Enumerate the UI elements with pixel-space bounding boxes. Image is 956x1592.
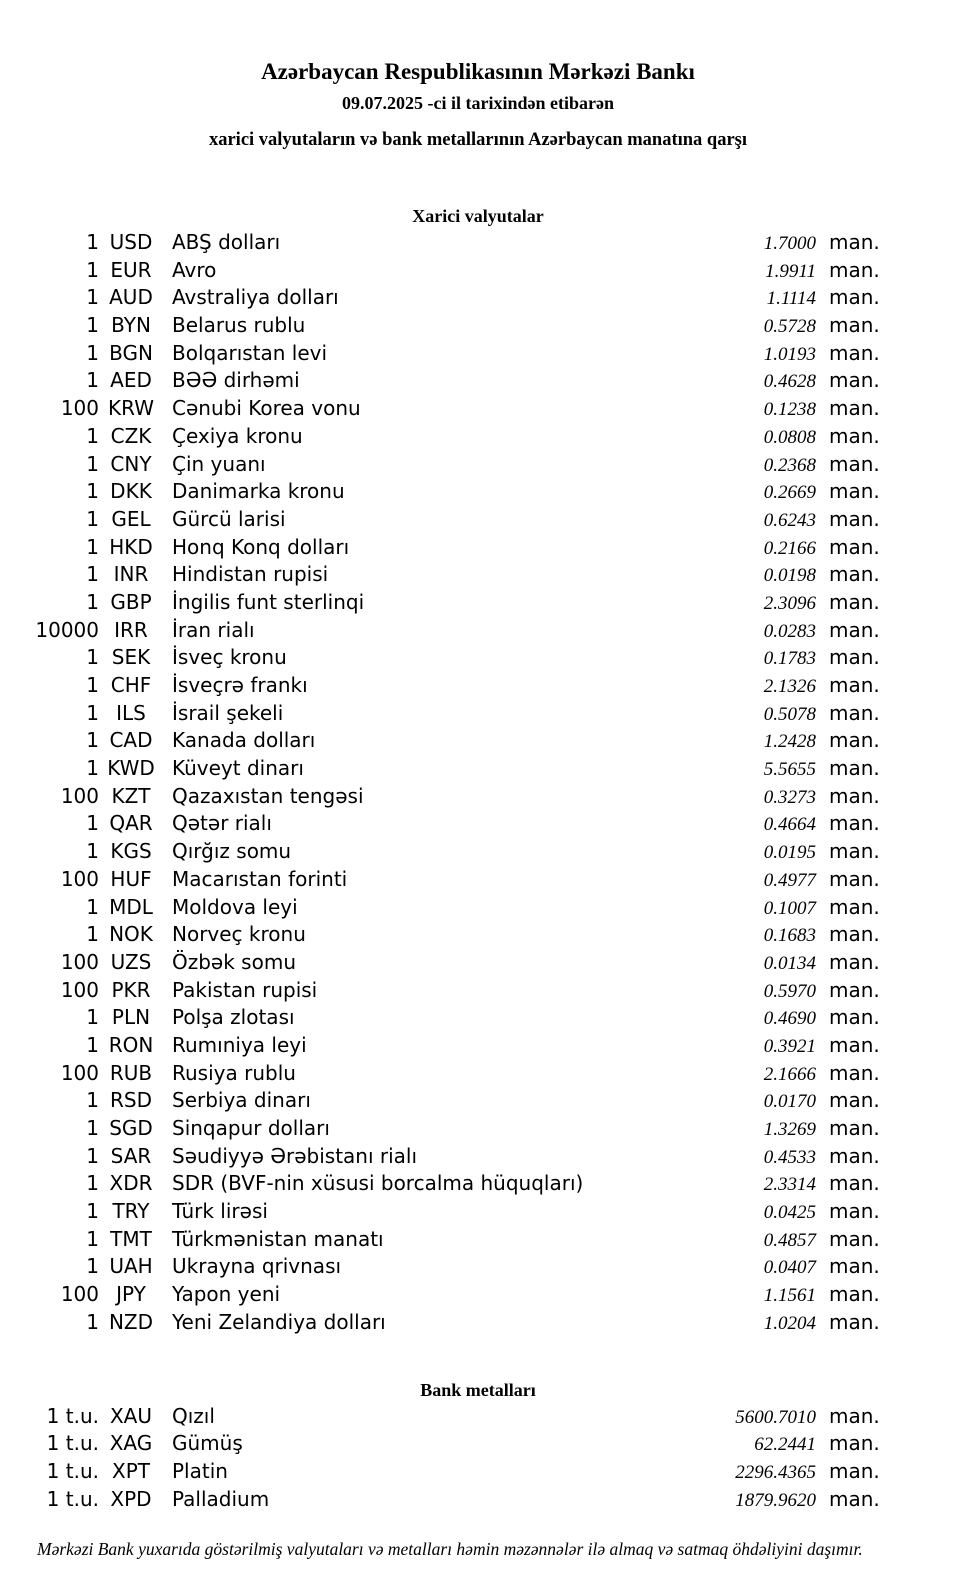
quantity-cell: 100 xyxy=(60,783,99,808)
code-cell: PKR xyxy=(111,977,151,1002)
currency-row xyxy=(0,672,956,700)
rate-cell: 0.0425 xyxy=(763,1202,816,1224)
quantity-cell: 1 xyxy=(86,645,99,670)
currency-row xyxy=(0,478,956,506)
unit-cell: man. xyxy=(829,866,880,891)
name-cell: Gümüş xyxy=(172,1431,243,1456)
quantity-cell: 1 xyxy=(86,479,99,504)
name-cell: İsveçrə frankı xyxy=(172,673,308,697)
code-cell: BYN xyxy=(111,313,151,338)
quantity-cell: 1 xyxy=(86,1143,99,1168)
unit-cell: man. xyxy=(829,534,880,559)
name-cell: Türk lirəsi xyxy=(172,1199,268,1224)
quantity-cell: 1 xyxy=(86,1309,99,1334)
rate-cell: 0.4977 xyxy=(763,869,816,891)
quantity-cell: 1 xyxy=(86,673,99,697)
name-cell: Honq Konq dolları xyxy=(172,534,350,559)
code-cell: NZD xyxy=(108,1309,154,1334)
code-cell: QAR xyxy=(109,811,153,836)
name-cell: Avstraliya dolları xyxy=(172,285,339,310)
rate-cell: 0.1683 xyxy=(763,925,816,947)
name-cell: Özbək somu xyxy=(172,949,296,974)
unit-cell: man. xyxy=(829,1309,880,1334)
quantity-cell: 1 xyxy=(86,589,99,614)
name-cell: Çin yuanı xyxy=(172,451,266,476)
quantity-cell: 1 xyxy=(86,534,99,559)
currency-row xyxy=(0,644,956,672)
currency-row xyxy=(0,727,956,755)
quantity-cell: 1 xyxy=(86,562,99,587)
name-cell: Polşa zlotası xyxy=(172,1005,295,1030)
rate-cell: 1879.9620 xyxy=(735,1489,816,1511)
unit-cell: man. xyxy=(829,1088,880,1113)
code-cell: XPD xyxy=(110,1486,152,1511)
name-cell: İngilis funt sterlinqi xyxy=(172,589,365,614)
unit-cell: man. xyxy=(829,977,880,1002)
currency-row xyxy=(0,312,956,340)
rate-cell: 0.4664 xyxy=(763,814,816,836)
name-cell: Avro xyxy=(172,257,217,282)
currency-row xyxy=(0,257,956,285)
name-cell: Rusiya rublu xyxy=(172,1060,296,1085)
unit-cell: man. xyxy=(829,1060,880,1085)
rate-cell: 1.0193 xyxy=(763,343,816,365)
code-cell: CZK xyxy=(110,423,152,448)
rate-cell: 0.6243 xyxy=(763,509,816,531)
quantity-cell: 100 xyxy=(60,1282,99,1307)
currency-row xyxy=(0,838,956,866)
rate-cell: 0.0195 xyxy=(763,842,816,864)
code-cell: HKD xyxy=(109,534,153,559)
code-cell: IRR xyxy=(114,617,148,642)
currency-row xyxy=(0,1004,956,1032)
name-cell: Danimarka kronu xyxy=(172,479,345,504)
rate-cell: 0.1783 xyxy=(763,648,816,670)
code-cell: NOK xyxy=(109,922,153,947)
unit-cell: man. xyxy=(829,423,880,448)
code-cell: KGS xyxy=(110,839,152,864)
quantity-cell: 1 xyxy=(86,368,99,393)
unit-cell: man. xyxy=(829,1254,880,1279)
code-cell: XAU xyxy=(109,1403,153,1428)
quantity-cell: 1 t.u. xyxy=(46,1486,99,1511)
currency-row xyxy=(0,589,956,617)
rate-cell: 0.0170 xyxy=(763,1091,816,1113)
code-cell: TMT xyxy=(110,1226,152,1251)
currency-row xyxy=(0,1170,956,1198)
currency-row xyxy=(0,451,956,479)
code-cell: GEL xyxy=(111,506,151,531)
unit-cell: man. xyxy=(829,1403,880,1428)
currency-row xyxy=(0,617,956,645)
unit-cell: man. xyxy=(829,368,880,393)
unit-cell: man. xyxy=(829,285,880,310)
rate-cell: 0.0283 xyxy=(763,620,816,642)
unit-cell: man. xyxy=(829,617,880,642)
currency-row xyxy=(0,1198,956,1226)
currency-row xyxy=(0,561,956,589)
disclaimer-note: Mərkəzi Bank yuxarıda göstərilmiş valyutaları və metalları həmin məzənnələr ilə almaq və satmaq öhdəliyini daşımır. xyxy=(37,1539,863,1560)
rate-cell: 0.1007 xyxy=(763,897,816,919)
name-cell: Ukrayna qrivnası xyxy=(172,1254,342,1279)
code-cell: INR xyxy=(113,562,149,587)
unit-cell: man. xyxy=(829,396,880,421)
code-cell: EUR xyxy=(110,257,152,282)
rate-cell: 5.5655 xyxy=(763,759,816,781)
metal-row xyxy=(0,1430,956,1458)
currency-row xyxy=(0,534,956,562)
rate-cell: 0.0198 xyxy=(763,565,816,587)
quantity-cell: 1 xyxy=(86,1032,99,1057)
code-cell: USD xyxy=(109,230,153,254)
name-cell: Türkmənistan manatı xyxy=(172,1226,384,1251)
rate-cell: 0.0808 xyxy=(763,426,816,448)
unit-cell: man. xyxy=(829,811,880,836)
rate-cell: 0.4628 xyxy=(763,371,816,393)
metals-section-title: Bank metalları xyxy=(420,1379,536,1400)
quantity-cell: 1 xyxy=(86,1226,99,1251)
unit-cell: man. xyxy=(829,1282,880,1307)
name-cell: Səudiyyə Ərəbistanı rialı xyxy=(172,1143,418,1168)
code-cell: UZS xyxy=(110,949,152,974)
unit-cell: man. xyxy=(829,756,880,781)
code-cell: CHF xyxy=(110,673,152,697)
rate-cell: 0.5970 xyxy=(763,980,816,1002)
quantity-cell: 1 xyxy=(86,700,99,725)
quantity-cell: 1 xyxy=(86,230,99,254)
name-cell: Pakistan rupisi xyxy=(172,977,318,1002)
rate-cell: 1.7000 xyxy=(763,233,816,254)
name-cell: ABŞ dolları xyxy=(172,230,281,254)
quantity-cell: 10000 xyxy=(35,617,99,642)
unit-cell: man. xyxy=(829,894,880,919)
quantity-cell: 1 xyxy=(86,1254,99,1279)
unit-cell: man. xyxy=(829,1431,880,1456)
currency-row xyxy=(0,700,956,728)
unit-cell: man. xyxy=(829,313,880,338)
rate-cell: 0.3921 xyxy=(763,1035,816,1057)
code-cell: SEK xyxy=(111,645,151,670)
code-cell: ILS xyxy=(116,700,146,725)
code-cell: XAG xyxy=(109,1431,153,1456)
name-cell: Rumıniya leyi xyxy=(172,1032,307,1057)
rate-cell: 2.1326 xyxy=(763,676,816,697)
rate-cell: 0.3273 xyxy=(763,786,816,808)
rate-cell: 1.3269 xyxy=(763,1119,816,1140)
code-cell: CAD xyxy=(109,728,153,753)
name-cell: Macarıstan forinti xyxy=(172,866,348,891)
currency-row xyxy=(0,977,956,1005)
unit-cell: man. xyxy=(829,1171,880,1196)
quantity-cell: 1 xyxy=(86,811,99,836)
currency-row xyxy=(0,921,956,949)
currency-row xyxy=(0,1087,956,1115)
rate-cell: 0.4857 xyxy=(763,1229,816,1251)
code-cell: XDR xyxy=(109,1171,153,1196)
unit-cell: man. xyxy=(829,1226,880,1251)
quantity-cell: 100 xyxy=(60,949,99,974)
code-cell: SAR xyxy=(110,1143,152,1168)
code-cell: JPY xyxy=(116,1282,146,1307)
currency-table xyxy=(0,229,956,1337)
currency-row xyxy=(0,1032,956,1060)
currency-row xyxy=(0,423,956,451)
name-cell: Qızıl xyxy=(172,1403,215,1428)
currency-row xyxy=(0,284,956,312)
currency-row xyxy=(0,506,956,534)
rate-cell: 0.2368 xyxy=(763,454,816,476)
rate-cell: 1.1561 xyxy=(763,1285,816,1307)
unit-cell: man. xyxy=(829,1005,880,1030)
name-cell: Qırğız somu xyxy=(172,839,292,864)
effective-date-line: 09.07.2025 -ci il tarixindən etibarən xyxy=(342,93,614,113)
quantity-cell: 100 xyxy=(60,396,99,421)
rate-cell: 1.9911 xyxy=(765,260,816,282)
rate-cell: 2.1666 xyxy=(763,1063,816,1085)
name-cell: İsrail şekeli xyxy=(172,700,284,725)
rate-cell: 1.1114 xyxy=(766,288,816,310)
unit-cell: man. xyxy=(829,451,880,476)
unit-cell: man. xyxy=(829,949,880,974)
unit-cell: man. xyxy=(829,700,880,725)
currency-row xyxy=(0,395,956,423)
rate-cell: 0.1238 xyxy=(763,399,816,421)
unit-cell: man. xyxy=(829,922,880,947)
quantity-cell: 1 xyxy=(86,257,99,282)
name-cell: Yeni Zelandiya dolları xyxy=(172,1309,386,1334)
metal-row xyxy=(0,1486,956,1514)
quantity-cell: 1 t.u. xyxy=(46,1458,99,1483)
quantity-cell: 1 xyxy=(86,506,99,531)
name-cell: SDR (BVF-nin xüsusi borcalma hüquqları) xyxy=(172,1171,584,1196)
metal-row xyxy=(0,1403,956,1431)
currency-section-title: Xarici valyutalar xyxy=(412,206,544,226)
code-cell: RUB xyxy=(109,1060,153,1085)
currency-row xyxy=(0,866,956,894)
unit-cell: man. xyxy=(829,1143,880,1168)
page-title: Azərbaycan Respublikasının Mərkəzi Bankı xyxy=(261,59,695,84)
currency-row xyxy=(0,1253,956,1281)
unit-cell: man. xyxy=(829,673,880,697)
quantity-cell: 1 xyxy=(86,340,99,365)
currency-row xyxy=(0,894,956,922)
rate-cell: 1.2428 xyxy=(763,731,816,753)
code-cell: UAH xyxy=(109,1254,153,1279)
code-cell: PLN xyxy=(111,1005,151,1030)
unit-cell: man. xyxy=(829,589,880,614)
name-cell: Kanada dolları xyxy=(172,728,316,753)
name-cell: Cənubi Korea vonu xyxy=(172,396,361,421)
code-cell: GBP xyxy=(110,589,152,614)
code-cell: XPT xyxy=(112,1458,150,1483)
currency-row xyxy=(0,229,956,257)
unit-cell: man. xyxy=(829,257,880,282)
code-cell: SGD xyxy=(109,1116,153,1140)
code-cell: KZT xyxy=(111,783,151,808)
name-cell: Çexiya kronu xyxy=(172,423,303,448)
unit-cell: man. xyxy=(829,783,880,808)
quantity-cell: 100 xyxy=(60,977,99,1002)
metal-row xyxy=(0,1458,956,1486)
code-cell: KWD xyxy=(107,756,155,781)
code-cell: CNY xyxy=(110,451,152,476)
name-cell: Qazaxıstan tengəsi xyxy=(172,783,364,808)
name-cell: Sinqapur dolları xyxy=(172,1116,330,1140)
quantity-cell: 1 t.u. xyxy=(46,1431,99,1456)
quantity-cell: 1 xyxy=(86,313,99,338)
subtitle: xarici valyutaların və bank metallarının Azərbaycan manatına qarşı xyxy=(208,130,748,150)
unit-cell: man. xyxy=(829,562,880,587)
rate-cell: 62.2441 xyxy=(754,1434,816,1456)
name-cell: Palladium xyxy=(172,1486,270,1511)
quantity-cell: 1 xyxy=(86,1171,99,1196)
name-cell: Platin xyxy=(172,1458,228,1483)
quantity-cell: 1 xyxy=(86,1116,99,1140)
currency-row xyxy=(0,1115,956,1143)
metals-table xyxy=(0,1403,956,1514)
quantity-cell: 100 xyxy=(60,866,99,891)
rate-cell: 2.3096 xyxy=(763,592,816,614)
quantity-cell: 1 xyxy=(86,451,99,476)
rate-cell: 0.0134 xyxy=(763,952,816,974)
name-cell: Norveç kronu xyxy=(172,922,306,947)
currency-row xyxy=(0,755,956,783)
quantity-cell: 1 xyxy=(86,1088,99,1113)
quantity-cell: 1 xyxy=(86,1005,99,1030)
quantity-cell: 1 xyxy=(86,922,99,947)
rate-cell: 0.0407 xyxy=(763,1257,816,1279)
rate-cell: 1.0204 xyxy=(763,1312,816,1334)
quantity-cell: 1 xyxy=(86,756,99,781)
quantity-cell: 1 t.u. xyxy=(46,1403,99,1428)
code-cell: BGN xyxy=(109,340,153,365)
code-cell: DKK xyxy=(110,479,152,504)
rate-cell: 0.5728 xyxy=(763,316,816,338)
code-cell: TRY xyxy=(112,1199,150,1224)
rate-cell: 2296.4365 xyxy=(735,1461,816,1483)
unit-cell: man. xyxy=(829,1032,880,1057)
name-cell: Serbiya dinarı xyxy=(172,1088,311,1113)
quantity-cell: 1 xyxy=(86,839,99,864)
rate-cell: 0.2166 xyxy=(763,537,816,559)
currency-row xyxy=(0,783,956,811)
currency-row xyxy=(0,1143,956,1171)
name-cell: Qətər rialı xyxy=(172,811,272,836)
unit-cell: man. xyxy=(829,230,880,254)
quantity-cell: 1 xyxy=(86,728,99,753)
unit-cell: man. xyxy=(829,728,880,753)
currency-row xyxy=(0,1309,956,1337)
currency-row xyxy=(0,1226,956,1254)
unit-cell: man. xyxy=(829,1458,880,1483)
name-cell: Yapon yeni xyxy=(172,1282,281,1307)
quantity-cell: 1 xyxy=(86,285,99,310)
name-cell: Bolqarıstan levi xyxy=(172,340,328,365)
currency-row xyxy=(0,367,956,395)
unit-cell: man. xyxy=(829,1486,880,1511)
code-cell: MDL xyxy=(109,894,153,919)
unit-cell: man. xyxy=(829,839,880,864)
name-cell: İran rialı xyxy=(172,617,255,642)
currency-row xyxy=(0,1060,956,1088)
name-cell: Moldova leyi xyxy=(172,894,298,919)
name-cell: Hindistan rupisi xyxy=(172,562,329,587)
rate-cell: 0.4533 xyxy=(763,1146,816,1168)
quantity-cell: 1 xyxy=(86,894,99,919)
name-cell: BƏƏ dirhəmi xyxy=(172,368,300,393)
name-cell: Gürcü larisi xyxy=(172,506,286,531)
name-cell: İsveç kronu xyxy=(172,645,287,670)
quantity-cell: 1 xyxy=(86,1199,99,1224)
unit-cell: man. xyxy=(829,340,880,365)
rate-cell: 5600.7010 xyxy=(735,1406,816,1428)
code-cell: RSD xyxy=(110,1088,152,1113)
code-cell: AED xyxy=(110,368,152,393)
code-cell: HUF xyxy=(110,866,152,891)
code-cell: KRW xyxy=(108,396,154,421)
name-cell: Belarus rublu xyxy=(172,313,306,338)
name-cell: Küveyt dinarı xyxy=(172,756,304,781)
quantity-cell: 1 xyxy=(86,423,99,448)
unit-cell: man. xyxy=(829,1199,880,1224)
currency-row xyxy=(0,949,956,977)
currency-row xyxy=(0,1281,956,1309)
code-cell: RON xyxy=(108,1032,154,1057)
quantity-cell: 100 xyxy=(60,1060,99,1085)
currency-row xyxy=(0,810,956,838)
unit-cell: man. xyxy=(829,506,880,531)
code-cell: AUD xyxy=(109,285,153,310)
rate-cell: 2.3314 xyxy=(763,1174,816,1196)
currency-row xyxy=(0,340,956,368)
unit-cell: man. xyxy=(829,645,880,670)
unit-cell: man. xyxy=(829,479,880,504)
rate-cell: 0.5078 xyxy=(763,703,816,725)
rate-cell: 0.2669 xyxy=(763,482,816,504)
unit-cell: man. xyxy=(829,1116,880,1140)
rate-cell: 0.4690 xyxy=(763,1008,816,1030)
